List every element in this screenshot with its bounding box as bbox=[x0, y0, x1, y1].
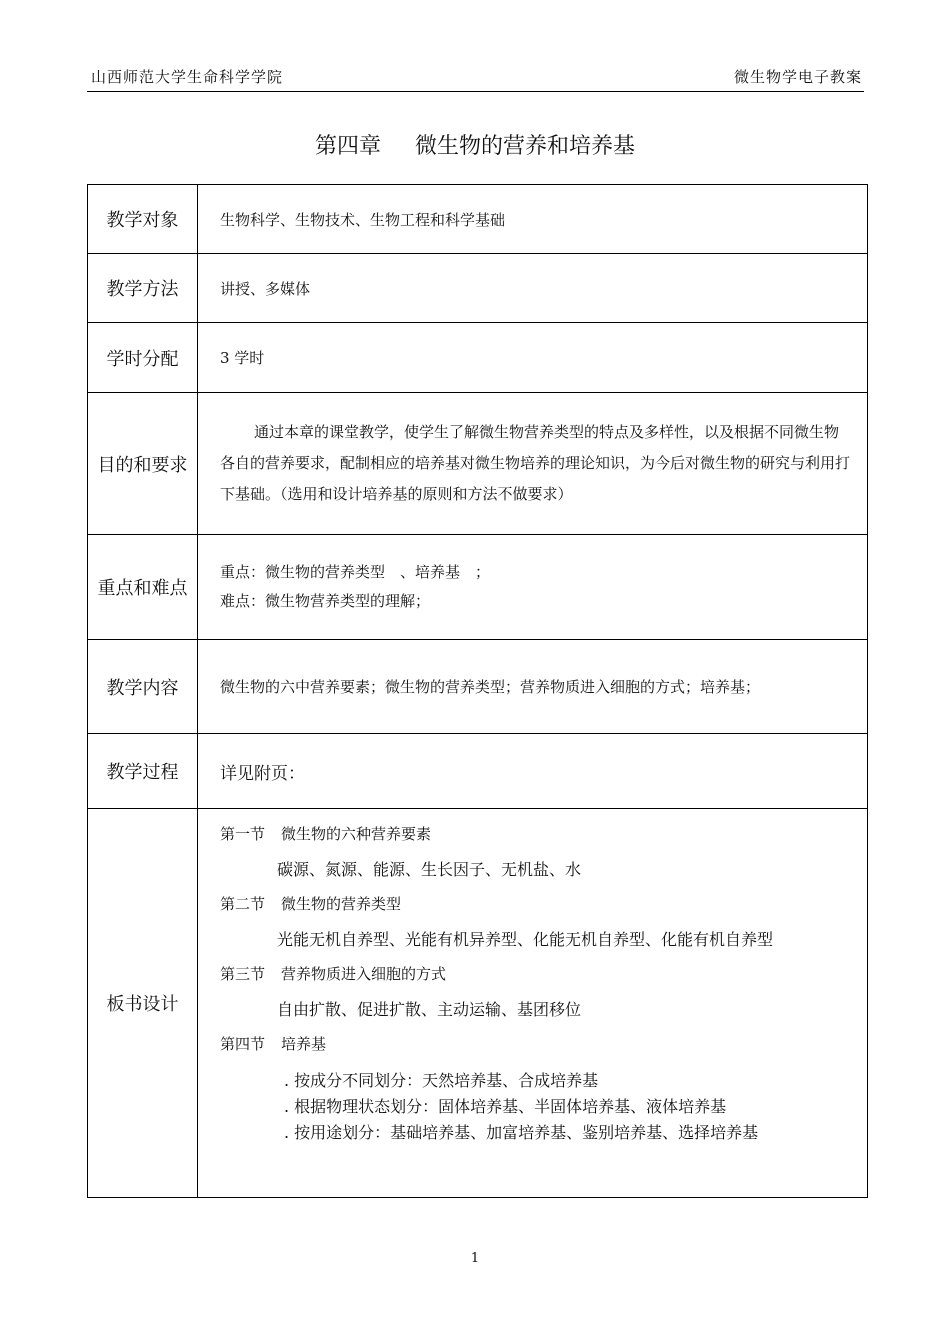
row-goal bbox=[88, 393, 868, 535]
section-detail: 碳源、氮源、能源、生长因子、无机盐、水 bbox=[277, 860, 582, 879]
row-key bbox=[88, 535, 868, 640]
section-number: 第三节 bbox=[220, 965, 266, 983]
section-heading bbox=[220, 957, 857, 992]
row-label: 目的和要求 bbox=[88, 393, 198, 535]
section-number: 第二节 bbox=[220, 895, 266, 913]
row-process bbox=[88, 734, 868, 809]
row-value: 生物科学、生物技术、生物工程和科学基础 bbox=[198, 185, 868, 254]
row-label: 重点和难点 bbox=[88, 535, 198, 640]
section-detail: 自由扩散、促进扩散、主动运输、基团移位 bbox=[277, 1000, 582, 1019]
bullet-item: . 按用途划分：基础培养基、加富培养基、鉴别培养基、选择培养基 bbox=[284, 1123, 759, 1142]
header-divider bbox=[87, 91, 864, 92]
row-label: 教学对象 bbox=[88, 185, 198, 254]
row-target bbox=[88, 185, 868, 254]
row-value: 3 学时 bbox=[198, 323, 868, 393]
row-label: 学时分配 bbox=[88, 323, 198, 393]
row-content bbox=[88, 640, 868, 734]
section-title: 微生物的六种营养要素 bbox=[281, 825, 432, 843]
section-title: 培养基 bbox=[281, 1035, 327, 1053]
page-title bbox=[0, 129, 950, 160]
row-label: 教学内容 bbox=[88, 640, 198, 734]
page-number: 1 bbox=[470, 1251, 480, 1266]
header-school: 山西师范大学生命科学学院 bbox=[91, 68, 284, 86]
row-label: 教学方法 bbox=[88, 254, 198, 323]
section-number: 第一节 bbox=[220, 825, 266, 843]
row-label: 教学过程 bbox=[88, 734, 198, 809]
goal-paragraph: 通过本章的课堂教学，使学生了解微生物营养类型的特点及多样性，以及根据不同微生物各自的营养要求，配制相应的培养基对微生物培养的理论知识，为今后对微生物的研究与利用打下基础。（选用和设计培养基的原则和方法不做要求） bbox=[220, 423, 851, 503]
key-point: 重点：微生物的营养类型 、培养基 ； bbox=[220, 563, 491, 581]
section-detail: 光能无机自养型、光能有机异养型、化能无机自养型、化能有机自养型 bbox=[277, 930, 774, 949]
section-title: 微生物的营养类型 bbox=[281, 895, 402, 913]
lesson-plan-table bbox=[87, 184, 868, 1198]
board-outline bbox=[220, 809, 857, 1146]
row-value: 微生物的六中营养要素；微生物的营养类型；营养物质进入细胞的方式；培养基； bbox=[198, 640, 868, 734]
chapter-name: 微生物的营养和培养基 bbox=[415, 134, 636, 159]
header-course: 微生物学电子教案 bbox=[733, 68, 862, 86]
difficult-point: 难点：微生物营养类型的理解； bbox=[220, 592, 431, 610]
section-title: 营养物质进入细胞的方式 bbox=[281, 965, 447, 983]
row-board bbox=[88, 809, 868, 1198]
row-label: 板书设计 bbox=[88, 809, 198, 1198]
bullet-item: . 按成分不同划分：天然培养基、合成培养基 bbox=[284, 1071, 599, 1090]
row-hours bbox=[88, 323, 868, 393]
row-value: 讲授、多媒体 bbox=[198, 254, 868, 323]
row-method bbox=[88, 254, 868, 323]
section-heading bbox=[220, 887, 857, 922]
chapter-number: 第四章 bbox=[314, 134, 381, 159]
row-value: 详见附页： bbox=[198, 734, 868, 809]
section-heading bbox=[220, 1027, 857, 1062]
section-number: 第四节 bbox=[220, 1035, 266, 1053]
bullet-item: . 根据物理状态划分：固体培养基、半固体培养基、液体培养基 bbox=[284, 1097, 727, 1116]
section-heading bbox=[220, 817, 857, 852]
